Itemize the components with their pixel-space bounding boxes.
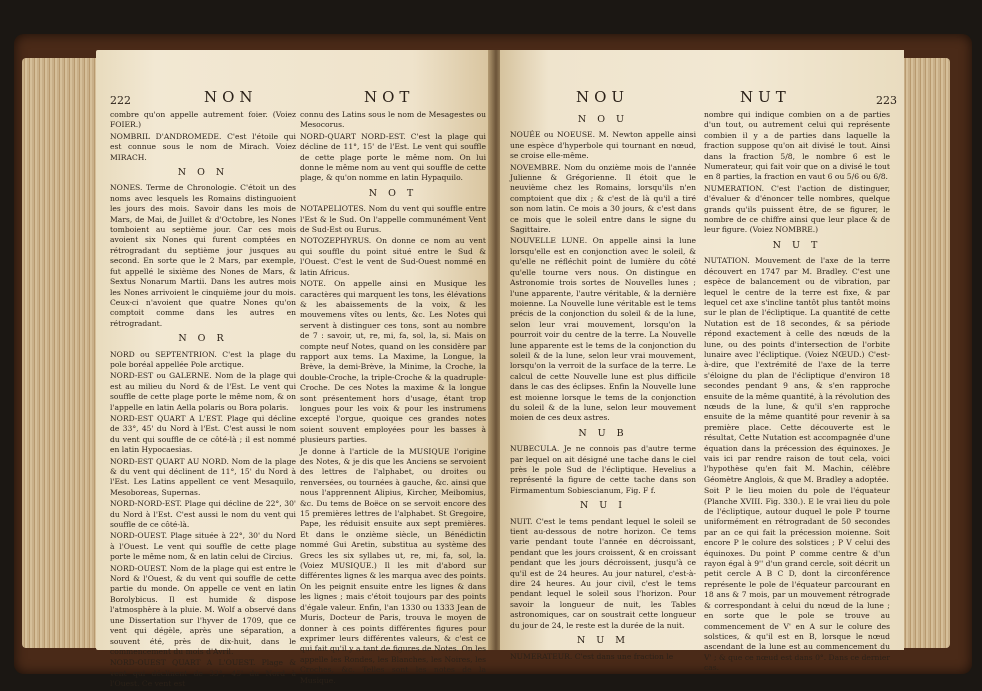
dictionary-entry: NUBECULA. Je ne connois pas d'autre terme par lequel on ait désigné une tache dans le ciel près le pole Sud de l'écliptique. Hevelius a représenté la figure de cette tache dans son Firmamentum Sobiescianum, Fig. F f. bbox=[510, 444, 696, 495]
dictionary-entry: NUMERATION. C'est l'action de distinguer, d'évaluer & d'énoncer telle nombres, quelque grands qu'ils puissent être, de se figurer, le nombre de ce chiffre ainsi que leur place & de leur figure. (Voiez NOMBRE.) bbox=[704, 183, 890, 235]
dictionary-entry: NOTE. On appelle ainsi en Musique les caractères qui marquent les tons, les élévations & les abaissements de la voix, & les mouvemens vîtes ou lents, &c. Les Notes qui servent à distinguer ces tons, sont au nombre de 7 : savoir, ut, re, mi, fa, sol, la, si. Mais on compte neuf Notes, quand on les considère par rapport aux tems. La Maxime, la Longue, la Brève, la demi-Brève, la Minime, la Croche, la double-Croche, la triple-Croche & la quadruple-Croche. De ces Notes la maxime & la longue sont présentement hors d'usage, étant trop longues pour les voix & pour les instrumens excepté l'orgue, quoique ces grandes notes soient souvent employées pour les basses à plusieurs parties. bbox=[300, 279, 486, 445]
dictionary-entry: Soit P le lieu moien du pole de l'équateur (Planche XVIII. Fig. 330.). E le vrai lieu du pole de l'écliptique, autour duquel le pole P tourne uniformément en rétrogradant de 50 secondes par an ce qui fait la précession moienne. Soit encore P le colure des solstices ; P V celui des équinoxes. Du point P comme centre & d'un rayon égal à 9'' d'un grand cercle, soit décrit un petit cercle A B C D, dont la circonférence représente le pole de l'équateur parcourant en 18 ans & 7 mois, par un mouvement rétrograde & correspondant à celui du nœud de la lune ; en sorte que le pole se trouve au commencement de V' en A sur le colure des solstices, & qu'il est en B, lorsque le nœud ascendant de la lune est au commencement du V' ; & que ce nœud est dans 0°. Dans ce dernier cas. bbox=[704, 486, 890, 673]
dictionary-entry: NUTATION. Mouvement de l'axe de la terre découvert en 1747 par M. Bradley. C'est une espèce de balancement ou de vibration, par lequel le centre de la terre est fixe, & par lequel cet axe s'incline tantôt plus tantôt moins sur le plan de l'écliptique. La quantité de cette Nutation est de 18 secondes, & sa période répond exactement à celle des nœuds de la lune, ou des points d'intersection de l'orbite lunaire avec l'écliptique. (Voiez NŒUD.) C'est-à-dire, que l'extrémité de l'axe de la terre s'éloigne du plan de l'écliptique d'environ 18 secondes pendant 9 ans, & s'en rapproche ensuite de la même quantité, à la révolution des nœuds de la lune, & qu'il s'en rapproche ensuite de la même quantité pour revenir à sa première place. Cette découverte est le résultat, Cette Nutation est accompagnée d'une équation dans la précession des équinoxes. Je vais ici par rendre raison de tout cela, voici l'hypothèse qu'en fait M. Machin, célèbre Géomètre Anglois, & que M. Bradley a adoptée. bbox=[704, 256, 890, 484]
left-header-right: NOT bbox=[364, 88, 415, 106]
dictionary-entry: NOVEMBRE. Nom du onzième mois de l'année Julienne & Grégorienne. Il étoit que le neuvième chez les Romains, lorsqu'ils n'en comptoient que dix ; & c'est de là qu'il a tiré son nom latin. Ce mois a 30 jours, & c'est dans ce mois que le soleil entre dans le signe du Sagittaire. bbox=[510, 162, 696, 235]
left-page-column-2 bbox=[300, 110, 486, 687]
dictionary-entry: NORD-OUEST. Nom de la plage qui est entre le Nord & l'Ouest, & du vent qui souffle de cette partie du monde. On appelle ce vent en latin Borolybicus. Il est humide & dispose l'atmosphère à la pluie. M. Wolf a observé dans une Dissertation sur l'hyver de 1709, que ce vent qui dégèle, après une séparation, a souvent été, près de dix-huit, dans le commencement du mois d'Avril. bbox=[110, 563, 296, 656]
dictionary-entry: combre qu'on appelle autrement foier. (Voiez FOIER.) bbox=[110, 110, 296, 130]
right-header-right: NUT bbox=[740, 88, 791, 106]
right-page bbox=[500, 50, 904, 673]
dictionary-entry: connu des Latins sous le nom de Mesagestes ou Mesocorus. bbox=[300, 110, 486, 130]
dictionary-entry: NOTOZEPHYRUS. On donne ce nom au vent qui souffle du point situé entre le Sud & l'Ouest. C'est le vent de Sud-Ouest nommé en latin Africus. bbox=[300, 236, 486, 277]
section-heading: N U M bbox=[576, 635, 630, 647]
dictionary-entry: Je donne à l'article de la MUSIQUE l'origine des Notes, & je dis que les Anciens se servoient des lettres de l'alphabet, ou droites ou renversées, ou tournées à gauche, &c. ainsi que nous l'apprennent Alipius, Kircher, Meibomius, &c. Du tems de Boëce on se servoit encore des 15 premières lettres de l'alphabet. St Gregoire, Pape, les réduisit ensuite aux sept premières. Et dans le onzième siècle, un Bénédictin nommé Gui Aretin, substitua au système des Grecs les six syllabes ut, re, mi, fa, sol, la. (Voiez MUSIQUE.) Il les mit d'abord sur différentes lignes & les marqua avec des points. On les peignit ensuite entre les lignes & dans les lignes ; mais c'étoit toujours par des points d'égale valeur. Enfin, l'an 1330 ou 1333 Jean de Muris, Docteur de Paris, trouva le moyen de donner à ces points différentes figures pour exprimer leurs différentes valeurs, & c'est ce qui fait qu'il y a tant de figures de Notes. On les appelle les Rondes, les Blanches, les Noires, les Croches, &c. Telles sont les notes de la Musique. bbox=[300, 446, 486, 685]
right-page-number: 223 bbox=[876, 94, 897, 107]
dictionary-entry: NORD ou SEPTENTRION. C'est la plage du pole boréal appellée Pole arctique. bbox=[110, 349, 296, 369]
right-page-column-1 bbox=[510, 110, 696, 663]
section-heading: N O R bbox=[178, 333, 228, 345]
dictionary-entry: NONES. Terme de Chronologie. C'étoit un des noms avec lesquels les Romains distinguoient les jours des mois. Savoir dans les mois de Mars, de Mai, de Juillet & d'Octobre, les Nones tomboient au septième jour. Car ces mois avoient six Nones qui furent comptées en rétrogradant du septième jour jusques au second. En sorte que le 2 Mars, par exemple, fut appellé le sixième des Nones de Mars, & Sextus Nonarum Martii. Dans les autres mois les Nones arrivoient le cinquième jour du mois. Ceux-ci n'avoient que quatre Nones qu'on comptoit comme dans les autres en rétrogradant. bbox=[110, 183, 296, 328]
dictionary-entry: NORD-EST ou GALERNE. Nom de la plage qui est au milieu du Nord & de l'Est. Le vent qui souffle de cette plage porte le même nom, & on l'appelle en latin Aella polaris ou Bora polaris. bbox=[110, 371, 296, 412]
section-heading: N O T bbox=[368, 187, 418, 199]
section-heading: N U T bbox=[772, 239, 822, 251]
right-header-left: NOU bbox=[576, 88, 630, 106]
section-heading: N U I bbox=[579, 500, 627, 512]
left-page-column-1 bbox=[110, 110, 296, 691]
right-page-edges bbox=[898, 58, 950, 648]
dictionary-entry: NORD-NORD-EST. Plage qui décline de 22°, 30' du Nord à l'Est. C'est aussi le nom du vent qui souffle de ce côté-là. bbox=[110, 499, 296, 530]
right-page-column-2 bbox=[704, 110, 890, 675]
left-header-left: NON bbox=[204, 88, 258, 106]
dictionary-entry: NOUVELLE LUNE. On appelle ainsi la lune lorsqu'elle est en conjonction avec le soleil, & qu'elle ne réfléchit point de lumière du côté qu'elle tourne vers nous. On distingue en Astronomie trois sortes de Nouvelles lunes ; l'une apparente, l'autre véritable, & la dernière moienne. La Nouvelle lune véritable est le tems précis de la conjonction du soleil & de la lune, selon leur vrai mouvement, lorsqu'on la pourroit voir du centre de la terre. La Nouvelle lune apparente est le tems de la conjonction du soleil & de la lune, selon leur vrai mouvement, lorsqu'on la verroit de la surface de la terre. Le calcul de cette Nouvelle lune est plus difficile dans le cas des éclipses. Enfin la Nouvelle lune est moienne lorsque le tems de la conjonction du soleil & de la lune, selon leur mouvement moien de ces deux astres. bbox=[510, 236, 696, 423]
dictionary-entry: NOMBRIL D'ANDROMEDE. C'est l'étoile qui est connue sous le nom de Mirach. Voiez MIRACH. bbox=[110, 131, 296, 162]
dictionary-entry: NORD-EST QUART A L'EST. Plage qui décline de 33°, 45' du Nord à l'Est. C'est aussi le nom du vent qui souffle de ce côté-là ; il est nommé en latin Hypocaesias. bbox=[110, 413, 296, 455]
dictionary-entry: nombre qui indique combien on a de parties d'un tout, ou autrement celui qui représente combien il y a de parties dans laquelle la fraction suppose qu'on ait divisé le tout. Ainsi dans la fraction 5/8, le nombre 6 est le Numerateur, qui fait voir que on a divisé le tout en 8 parties, la fraction en vaut 6 ou 5/6 ou 6/8. bbox=[704, 110, 890, 182]
dictionary-entry: NOTAPELIOTES. Nom du vent qui souffle entre l'Est & le Sud. On l'appelle communément Vent de Sud-Est ou Eurus. bbox=[300, 204, 486, 235]
left-page bbox=[96, 50, 492, 689]
dictionary-entry: NUIT. C'est le tems pendant lequel le soleil se tient au-dessous de notre horizon. Ce tems varie pendant toute l'année en décroissant, pendant que les jours croissent, & en croissant pendant que les jours décroissent, jusqu'à ce qu'il est de 24 heures. Au jour naturel, c'est-à-dire 24 heures. Au jour civil, c'est le tems pendant lequel le soleil sous l'horizon. Pour savoir la longueur de nuit, les Tables astronomiques, car on soustrait cette longueur du jour de 24, le reste est la durée de la nuit. bbox=[510, 516, 696, 630]
dictionary-entry: NORD-EST QUART AU NORD. Nom de la plage & du vent qui déclinent de 11°, 15' du Nord à l'Est. Les Latins appellent ce vent Mesaquilo, Mesoboreas, Supernas. bbox=[110, 456, 296, 497]
dictionary-entry: NORD-OUEST. Plage située à 22°, 30' du Nord à l'Ouest. Le vent qui souffle de cette plage porte le même nom, & en latin celui de Circius. bbox=[110, 531, 296, 562]
left-page-number: 222 bbox=[110, 94, 131, 107]
section-heading: N U B bbox=[578, 427, 628, 439]
left-page-edges bbox=[22, 58, 102, 648]
dictionary-entry: NORD-QUART NORD-EST. C'est la plage qui décline de 11°, 15' de l'Est. Le vent qui souffle de cette plage porte le même nom. On lui donne le même nom au vent qui souffle de cette plage, & qu'on nomme en latin Hypaquilo. bbox=[300, 131, 486, 183]
dictionary-entry: NUMERATEUR. C'est dans une fraction le bbox=[510, 651, 674, 661]
section-heading: N O N bbox=[177, 167, 229, 179]
section-heading: N O U bbox=[577, 114, 629, 125]
dictionary-entry: NOUÉE ou NOEUSE. M. Newton appelle ainsi une espèce d'hyperbole qui tournant en nœud, se croise elle-même. bbox=[510, 130, 696, 161]
dictionary-entry: NORD-OUEST QUART A L'OUEST. Plage & vent qui déclinent de 33°, 45' du Nord à l'Ouest. Ce vent est bbox=[110, 658, 296, 689]
